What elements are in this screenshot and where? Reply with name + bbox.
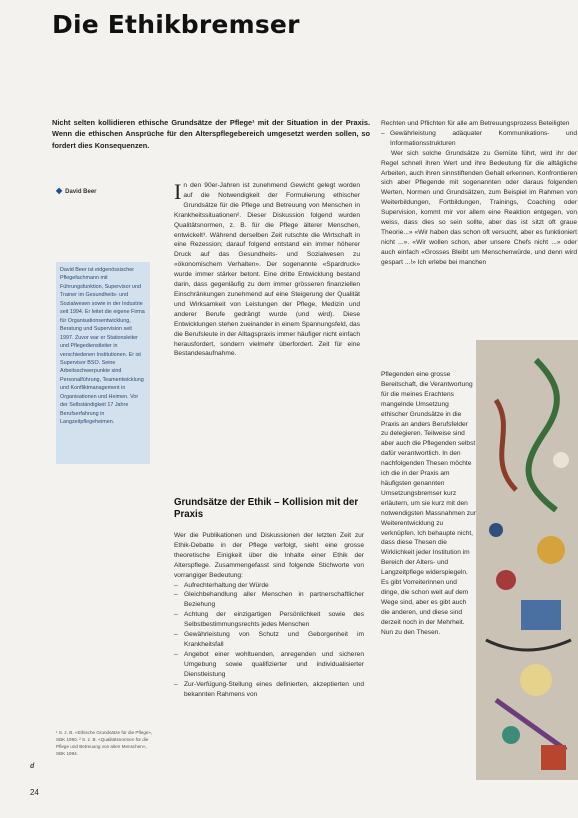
- section-intro: Wer die Publikationen und Diskussionen der letzten Zeit zur Ethik-Debatte in der Pflege verfolgt, sieht eine grosse theoretische Einigkeit über die Inhalte einer Ethik der Alterspflege. Zusammengefasst sind folgende Stichworte von vorrangiger Bedeutung:: [174, 532, 364, 579]
- article-title: Die Ethikbremser: [52, 10, 300, 39]
- body-column-3-narrow: Pflegenden eine grosse Bereitschaft, die Verantwortung für die meines Erachtens mangelnde Umsetzung ethischer Grundsätze in die Praxis an anders Berufsfelder zu delegieren. Teilweise sind aber auch die Pflegenden selbst dafür verantwortlich. In den nachfolgenden Thesen möchte ich die in der Praxis am häufigsten genannten Umsetzungsbremser kurz erläutern, um sie kurz mit den notwendigsten Massnahmen zur Weiterentwicklung zu verknüpfen. Ich behaupte nicht, dass diese Thesen die Wirklichkeit jeder Institution im Bereich der Alters- und Langzeitpflege widerspiegeln. Es gibt Vorreiterinnen und dinge, die schon weit auf dem Wege sind, aber es gibt auch die anderen, und diese sind derzeit noch in der Mehrheit. Nun zu den Thesen.: [381, 371, 476, 636]
- list-continuation: Rechten und Pflichten für alle am Betreuungsprozess Beteiligten: [381, 120, 570, 127]
- body-column-1: [174, 181, 360, 359]
- diamond-icon: ◆: [56, 186, 63, 195]
- continued-bullet-list: [381, 129, 577, 149]
- body-column-1-text: n den 90er-Jahren ist zunehmend Gewicht gelegt worden auf die Notwendigkeit der Formulierung ethischer Grundsätze für die Pflege und Betreuung von Menschen in Krankheitssituationen². Dieser Diskussion folgend wurden Qualitätsnormen, z. B. für die Pflege älterer Menschen, entwickelt³. Während derselben Zeit rutschte die Wirtschaft in eine Rezession; darauf folgend entstand ein immer höherer Druck auf das Gesundheits- und Sozialwesen zu «ökonomischem Verhalten». Der sogenannte «Spardruck» wurde immer stärker betont. Eine dritte Entwicklung bestand darin, dass gegenläufig zu dem immer grösseren finanziellen Einschränkungen zunehmend auf eine Steigerung der Qualität und Wirksamkeit von Leistungen der Pflege, Medizin und anderer Berufe gedrängt wurde (und wird). Diese Entwicklungen stehen zueinander in einem Spannungsfeld, das die Berufsleute in der Alltagspraxis immer häufiger nicht einfach herausfordert, sondern vielmehr überfordert. Zeit für eine Bestandesaufnahme.: [174, 182, 360, 358]
- list-item: – Gleichbehandlung aller Menschen in partnerschaftlicher Beziehung: [174, 590, 364, 610]
- author-name: David Beer: [65, 189, 97, 195]
- author-bio-box: David Beer ist eidgenössischer Pflegefachmann mit Führungsfunktion, Supervisor und Trainer im Gesundheits- und Sozialwesen sowie in der Industrie seit 1994. Er leitet die eigene Firma für Organisationsentwicklung, Beratung und Supervision seit 1997. Zuvor war er Stationsleiter und Pflegedienstleiter in verschiedenen Institutionen. Er ist Supervisor BSO. Seine Arbeitsschwerpunkte sind Personalführung, Teamentwicklung und Konfliktmanagement in Organisationen und Heimen. Vor der Selbständigkeit 17 Jahre Berufserfahrung in Langzeitpflegeheimen.: [56, 262, 150, 464]
- body-column-3: [381, 119, 577, 268]
- body-paragraph: Wer sich solche Grundsätze zu Gemüte führt, wird ihr der Regel schnell ihren Wert und ihre Bedeutung für die alltägliche Arbeiten, auch ihren sinnstiftenden Gehalt erkennen. Konfrontieren sich aber Pflegende mit sogenannten oder daraus folgenden Werten, Normen und Grundsätzen, zum Beispiel im Rahmen von Weiterbildungen, Fortbildungen, Trainings, Coaching oder Supervision, kommt mir vor allem eine Reaktion entgegen, von weiss, dass dies so sein sollte, aber das ist sitzt oft graue Theorie...» «Wir haben das schon oft versucht, aber es funktioniert nicht ...». «Wir wollen schon, aber unsere Chefs nicht ...» oder auch einfach «Grosses Bleibt um Menschenwürde, und denn wird gespart ...!» Ich erlebe bei manchen: [381, 149, 577, 266]
- footnotes: ¹ S. z. B. «Ethische Grundsätze für die Pflege», SBK 1990. ² S. z. B. «Qualitätsnormen für die Pflege und Betreuung von alten Menschen», SBK 1994.: [56, 730, 153, 756]
- list-item: – Achtung der einzigartigen Persönlichkeit sowie des Selbstbestimmungsrechts jedes Menschen: [174, 610, 364, 630]
- drop-cap: I: [174, 179, 182, 204]
- body-column-2: [174, 531, 364, 699]
- author-byline: [56, 186, 97, 195]
- section-heading: Grundsätze der Ethik – Kollision mit der Praxis: [174, 497, 359, 520]
- list-item: – Gewährleistung von Schutz und Geborgenheit im Krankheitsfall: [174, 630, 364, 650]
- list-item: – Aufrechterhaltung der Würde: [174, 581, 364, 591]
- list-item: – Zur-Verfügung-Stellung eines definierten, akzeptierten und bekannten Rahmens von: [174, 680, 364, 700]
- article-lead: Nicht selten kollidieren ethische Grundsätze der Pflege¹ mit der Situation in der Praxis. Wenn die ethischen Ansprüche für den Alterspflegebereich umgesetzt werden sollen, so fordert dies Konsequenzen.: [52, 118, 370, 150]
- list-item: – Gewährleistung adäquater Kommunikations- und Informationsstrukturen: [381, 129, 577, 149]
- illustration-image: [476, 340, 578, 780]
- list-item: – Angebot einer wohltuenden, anregenden und sicheren Umgebung sowie qualifizierter und individualisierter Dienstleistung: [174, 650, 364, 680]
- ethics-bullet-list: [174, 581, 364, 700]
- page-number: 24: [30, 788, 39, 797]
- page-mark: d: [30, 763, 35, 770]
